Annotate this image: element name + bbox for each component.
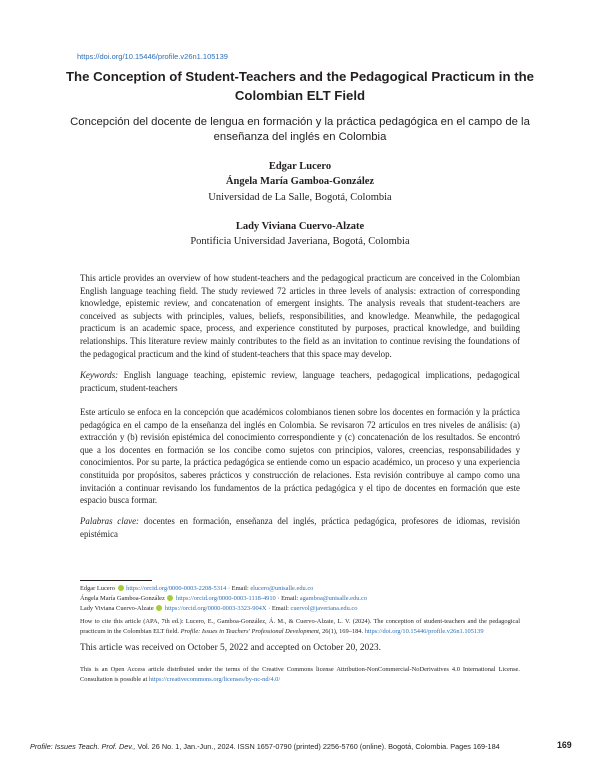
author-3: Lady Viviana Cuervo-Alzate: [235, 221, 365, 232]
footnote-name: Lady Viviana Cuervo-Alzate: [80, 605, 154, 612]
keywords-list: English language teaching, epistemic review, language teachers, pedagogical implications, pedagogical practicum, student-teachers: [80, 370, 520, 393]
palabras-clave: [80, 515, 520, 540]
article-title: The Conception of Student-Teachers and the Pedagogical Practicum in the Colombian ELT Field: [66, 69, 534, 103]
license-text: This is an Open Access article distributed under the terms of the Creative Commons license Attribution-NonCommercial-NoDerivatives 4.0 International License. Consultation is possible at: [80, 666, 520, 683]
keywords: [80, 369, 520, 394]
orcid-link[interactable]: https://orcid.org/0000-0003-2208-5314: [126, 585, 227, 592]
affiliation-2: Pontificia Universidad Javeriana, Bogotá, Colombia: [190, 236, 410, 247]
page-number: 169: [557, 740, 572, 750]
orcid-icon[interactable]: [118, 585, 124, 591]
author-2: Ángela María Gamboa-González: [225, 176, 375, 187]
citation-journal: Profile: Issues in Teachers' Professional Development,: [180, 627, 321, 635]
email-label: · Email:: [268, 605, 289, 612]
email-link[interactable]: cuervol@javeriana.edu.co: [290, 605, 358, 612]
orcid-link[interactable]: https://orcid.org/0000-0003-1118-4910: [176, 595, 276, 602]
received-note: This article was received on October 5, 2022 and accepted on October 20, 2023.: [80, 643, 381, 653]
footnote-author-3: [80, 604, 357, 613]
page-footer: [30, 742, 500, 751]
citation-volume: 26(1), 169–184.: [322, 627, 364, 635]
email-label: · Email:: [227, 585, 249, 592]
footnote-name: Ángela María Gamboa-González: [80, 595, 165, 602]
abstract-english: This article provides an overview of how student-teachers and the pedagogical practicum are conceived in the Colombian English language teaching field. The study reviewed 72 articles in three levels of analysis: extraction of corresponding knowledge, epistemic review, and concatenation of emergent insights. The analysis reveals that student-teachers are conceived as subjects with principles, values, beliefs, responsibilities, and knowledge. Meanwhile, the pedagogical practicum is an academic space, process, and experience constituted by purposes, practical knowledge, and building relationships. This literature review mainly contributes to the field as an invitation to continue revising the foundations of the pedagogical practicum and the kind of student-teachers that this space may develop.: [80, 273, 520, 359]
doi-link-top[interactable]: https://doi.org/10.15446/profile.v26n1.105139: [77, 52, 228, 61]
orcid-icon[interactable]: [167, 595, 173, 601]
orcid-icon[interactable]: [156, 605, 162, 611]
citation-note: [80, 617, 520, 636]
keywords-label: Keywords:: [80, 370, 119, 380]
author-1: Edgar Lucero: [268, 161, 332, 172]
license-note: [80, 665, 520, 684]
license-link[interactable]: https://creativecommons.org/licenses/by-nc-nd/4.0/: [148, 675, 281, 683]
footnote-rule: [80, 580, 152, 581]
email-label: · Email:: [277, 595, 299, 602]
abstract-spanish: Este artículo se enfoca en la concepción que académicos colombianos tienen sobre los docentes en formación y la práctica pedagógica en el campo de la enseñanza del inglés en Colombia. Se revisaron 72 artículos en tres niveles de análisis: (a) extracción y (b) revisión epistémica del conocimiento correspondiente y (c) concatenación de los resultados. Se encontró que a los docentes en formación se los concibe como sujetos con principios, valores, creencias, responsabilidades y conocimientos. Por su parte, la práctica pedagógica se entiende como un espacio académico, un proceso y una experiencia constituida por propósitos, saberes prácticos y construcción de relaciones. Esta revisión contribuye al campo como una invitación a continuar revisando los fundamentos de la práctica pedagógica y el tipo de docentes en formación que este espacio busca formar.: [80, 407, 520, 506]
email-link[interactable]: agamboa@unisalle.edu.co: [299, 595, 368, 602]
citation-text: How to cite this article (APA, 7th ed.): Lucero, E., Gamboa-González, Á. M., & Cuervo-Alzate, L. V. (2024). The conception of student-teachers and the pedagogical practicum in the Colombian ELT field.: [80, 618, 520, 635]
affiliation-1: Universidad de La Salle, Bogotá, Colombia: [208, 192, 392, 203]
footnote-author-1: [80, 584, 313, 593]
footnote-name: Edgar Lucero: [80, 585, 115, 592]
palabras-list: docentes en formación, enseñanza del inglés, práctica pedagógica, profesores de idiomas, revisión epistémica: [80, 516, 520, 539]
footer-journal: Profile: Issues Teach. Prof. Dev.,: [30, 742, 136, 751]
citation-doi-link[interactable]: https://doi.org/10.15446/profile.v26n1.105139: [364, 627, 484, 635]
footer-details: Vol. 26 No. 1, Jan.-Jun., 2024. ISSN 1657-0790 (printed) 2256-5760 (online). Bogotá, Colombia. Pages 169-184: [137, 742, 500, 751]
palabras-label: Palabras clave:: [80, 516, 139, 526]
article-subtitle: Concepción del docente de lengua en formación y la práctica pedagógica en el campo de la enseñanza del inglés en Colombia: [70, 116, 530, 143]
email-link[interactable]: elucero@unisalle.edu.co: [250, 585, 314, 592]
orcid-link[interactable]: https://orcid.org/0000-0003-3323-904X: [164, 605, 267, 612]
footnote-author-2: [80, 594, 367, 603]
